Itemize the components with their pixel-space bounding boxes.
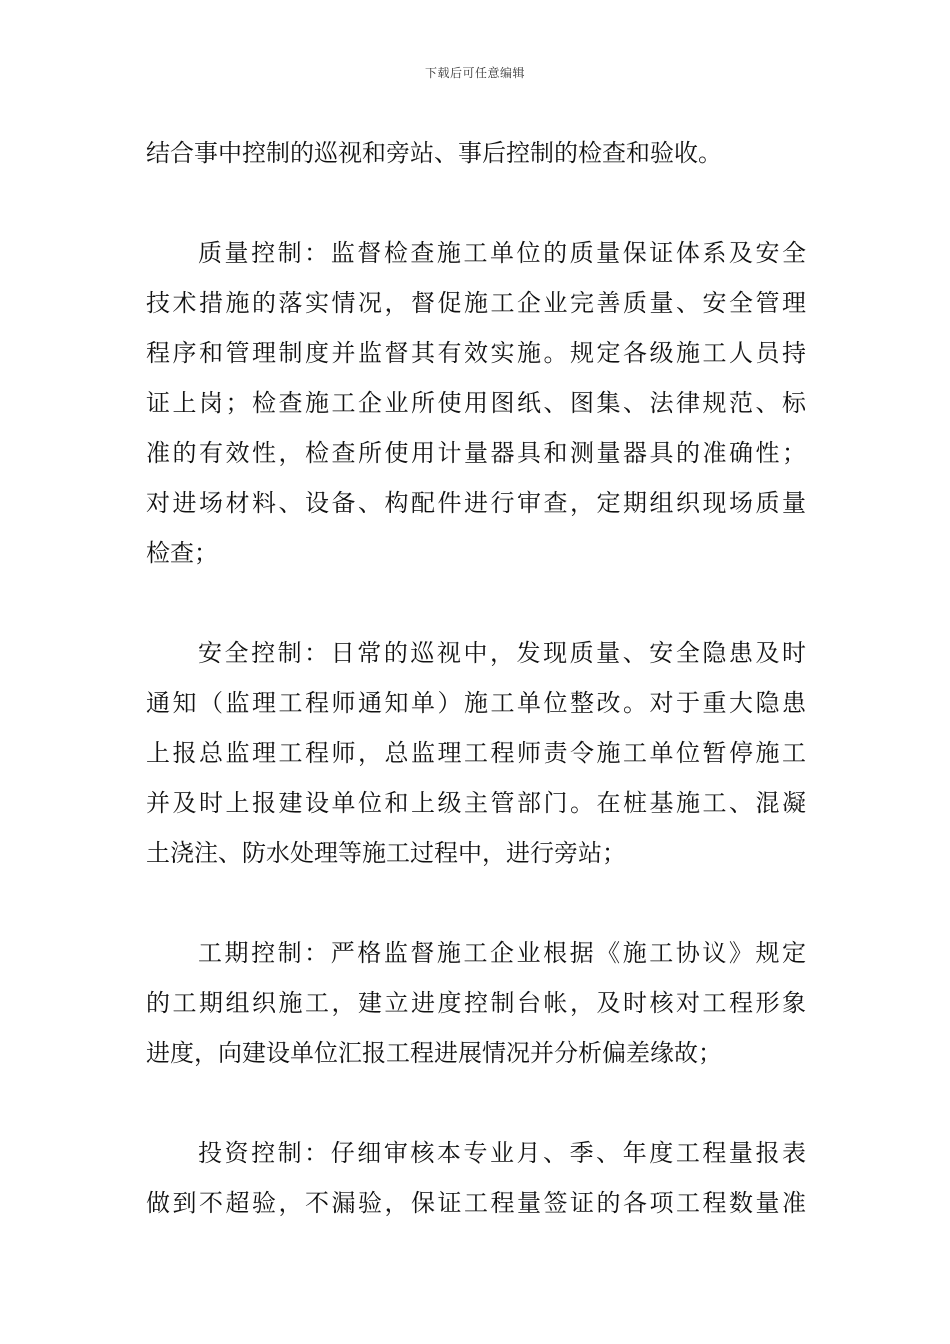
paragraph-line: 技术措施的落实情况，督促施工企业完善质量、安全管理 [146,289,806,317]
paragraph-line: 程序和管理制度并监督其有效实施。规定各级施工人员持 [146,339,806,367]
paragraph-quality-control [146,228,806,578]
paragraph-spacer [146,578,806,628]
paragraph-spacer [146,878,806,928]
paragraph-line: 结合事中控制的巡视和旁站、事后控制的检查和验收。 [146,139,722,167]
document-body [146,128,806,1228]
paragraph-line: 投资控制：仔细审核本专业月、季、年度工程量报表 [198,1139,806,1167]
paragraph-line: 进度，向建设单位汇报工程进展情况并分析偏差缘故； [146,1039,722,1067]
paragraph-line: 工期控制：严格监督施工企业根据《施工协议》规定 [198,939,806,967]
paragraph-line: 证上岗；检查施工企业所使用图纸、图集、法律规范、标 [146,389,806,417]
paragraph-line: 上报总监理工程师，总监理工程师责令施工单位暂停施工 [146,739,806,767]
paragraph-continuation [146,128,806,178]
paragraph-spacer [146,1078,806,1128]
paragraph-spacer [146,178,806,228]
paragraph-line: 土浇注、防水处理等施工过程中，进行旁站； [146,839,626,867]
paragraph-line: 准的有效性，检查所使用计量器具和测量器具的准确性； [146,439,806,467]
paragraph-line: 的工期组织施工，建立进度控制台帐，及时核对工程形象 [146,989,806,1017]
paragraph-line: 检查； [146,539,218,567]
paragraph-line: 做到不超验，不漏验，保证工程量签证的各项工程数量准 [146,1189,806,1217]
paragraph-schedule-control [146,928,806,1078]
paragraph-line: 安全控制：日常的巡视中，发现质量、安全隐患及时 [198,639,806,667]
page-header-note: 下载后可任意编辑 [424,66,525,80]
paragraph-investment-control [146,1128,806,1228]
paragraph-line: 质量控制：监督检查施工单位的质量保证体系及安全 [198,239,806,267]
paragraph-safety-control [146,628,806,878]
paragraph-line: 通知（监理工程师通知单）施工单位整改。对于重大隐患 [146,689,806,717]
paragraph-line: 对进场材料、设备、构配件进行审查，定期组织现场质量 [146,489,806,517]
paragraph-line: 并及时上报建设单位和上级主管部门。在桩基施工、混凝 [146,789,806,817]
